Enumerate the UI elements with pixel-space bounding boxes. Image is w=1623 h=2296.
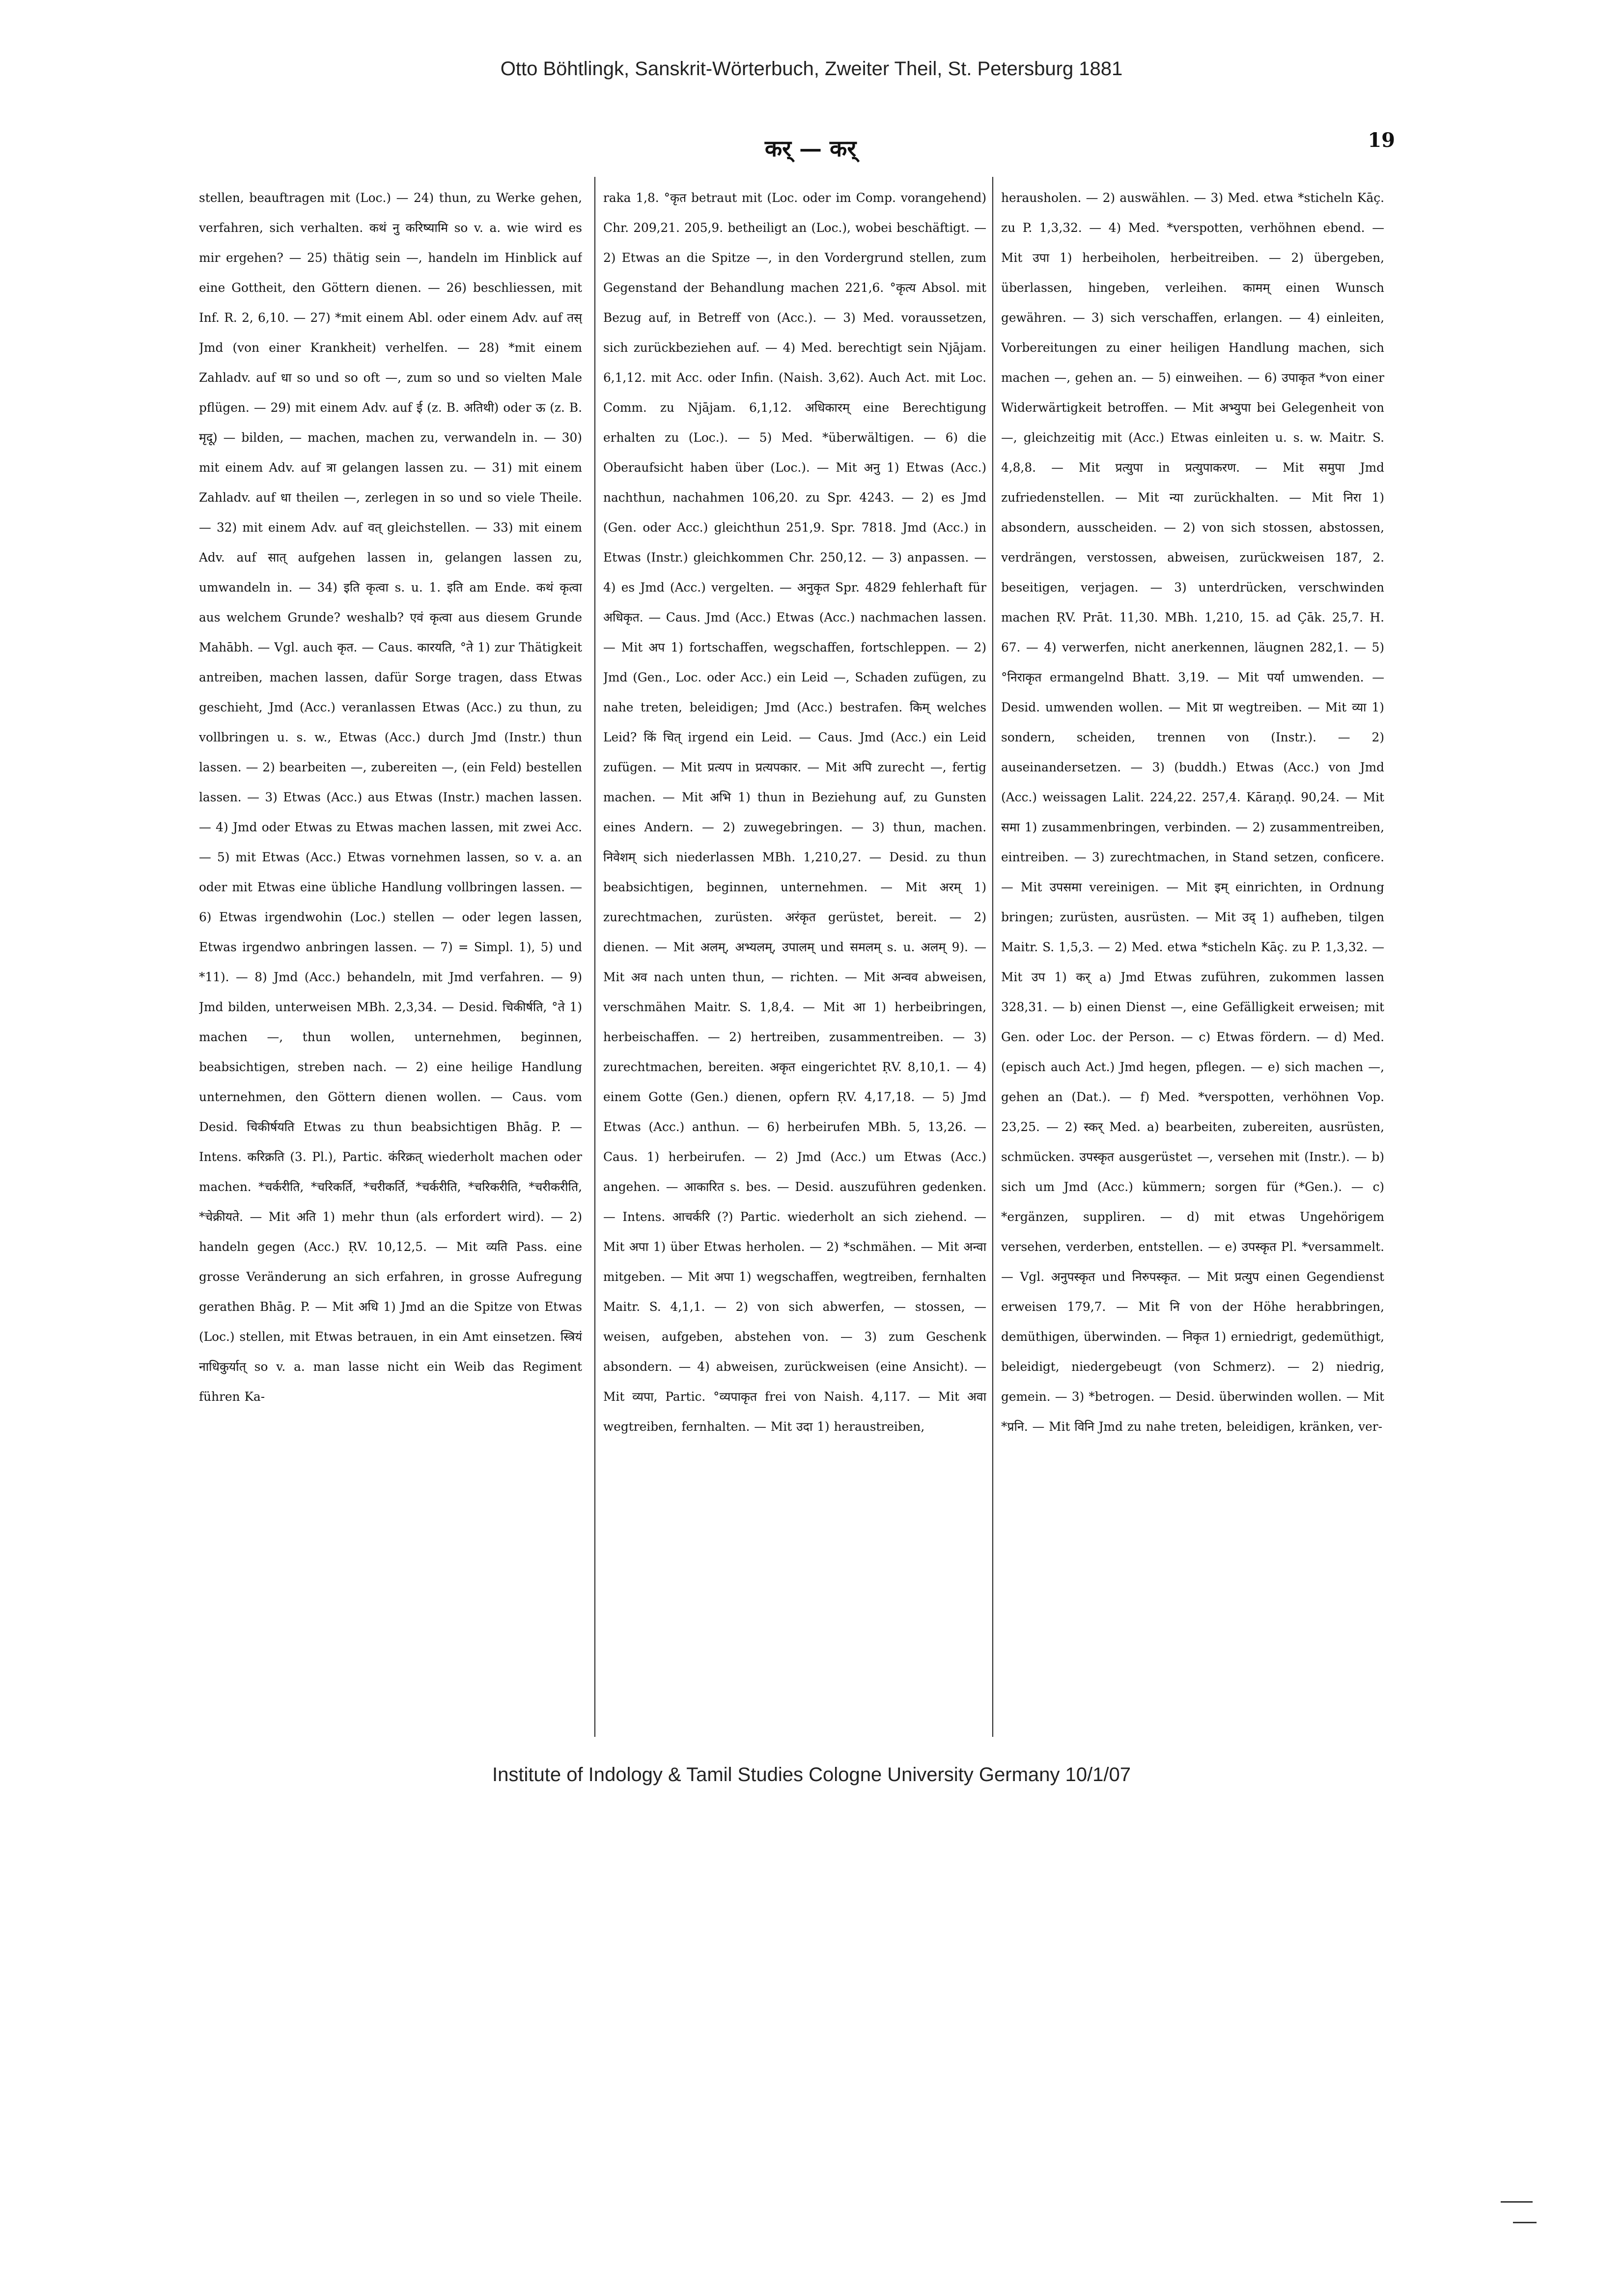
column-divider [594, 177, 595, 1737]
scan-mark [1513, 2222, 1537, 2223]
column-divider [992, 177, 993, 1737]
scan-mark [1501, 2201, 1533, 2203]
footer-credit: Institute of Indology & Tamil Studies Cologne University Germany 10/1/07 [492, 1764, 1131, 1786]
headword-header: कर् — कर् [764, 135, 857, 162]
column-2: raka 1,8. °कृत betraut mit (Loc. oder im Comp. vorangehend) Chr. 209,21. 205,9. betheiligt an (Loc.), wobei beschäftigt. — 2) Etwas an die Spitze —, in den Vordergrund stellen, zum Gegenstand der Behandlung machen 221,6. °कृत्य Absol. mit Bezug auf, in Betreff von (Acc.). — 3) Med. voraussetzen, sich zurückbeziehen auf. — 4) Med. berechtigt sein Njājam. 6,1,12. mit Acc. oder Infin. (Naish. 3,62). Auch Act. mit Loc. Comm. zu Njājam. 6,1,12. अधिकारम् eine Berechtigung erhalten zu (Loc.). — 5) Med. *überwältigen. — 6) die Oberaufsicht haben über (Loc.). — Mit अनु 1) Etwas (Acc.) nachthun, nachahmen 106,20. zu Spr. 4243. — 2) es Jmd (Gen. oder Acc.) gleichthun 251,9. Spr. 7818. Jmd (Acc.) in Etwas (Instr.) gleichkommen Chr. 250,12. — 3) anpassen. — 4) es Jmd (Acc.) vergelten. — अनुकृत Spr. 4829 fehlerhaft für अधिकृत. — Caus. Jmd (Acc.) Etwas (Acc.) nachmachen lassen. — Mit अप 1) fortschaffen, wegschaffen, fortschleppen. — 2) Jmd (Gen., Loc. oder Acc.) ein Leid —, Schaden zufügen, zu nahe treten, beleidigen; Jmd (Acc.) bestrafen. किम् welches Leid? किं चित् irgend ein Leid. — Caus. Jmd (Acc.) ein Leid zufügen. — Mit प्रत्यप in प्रत्यपकार. — Mit अपि zurecht —, fertig machen. — Mit अभि 1) thun in Beziehung auf, zu Gunsten eines Andern. — 2) zuwegebringen. — 3) thun, machen. निवेशम् sich niederlassen MBh. 1,210,27. — Desid. zu thun beabsichtigen, beginnen, unternehmen. — Mit अरम् 1) zurechtmachen, zurüsten. अरंकृत gerüstet, bereit. — 2) dienen. — Mit अलम्, अभ्यलम्, उपालम् und समलम् s. u. अलम् 9). — Mit अव nach unten thun, — richten. — Mit अन्वव abweisen, verschmähen Maitr. S. 1,8,4. — Mit आ 1) herbeibringen, herbeischaffen. — 2) hertreiben, zusammentreiben. — 3) zurechtmachen, bereiten. अकृत eingerichtet ṚV. 8,10,1. — 4) einem Gotte (Gen.) dienen, opfern ṚV. 4,17,18. — 5) Jmd Etwas (Acc.) anthun. — 6) herbeirufen MBh. 5, 13,26. — Caus. 1) herbeirufen. — 2) Jmd (Acc.) um Etwas (Acc.) angehen. — आकारित s. bes. — Desid. auszuführen gedenken. — Intens. आचर्करि (?) Partic. wiederholt an sich ziehend. — Mit अपा 1) über Etwas herholen. — 2) *schmähen. — Mit अन्वा mitgeben. — Mit अपा 1) wegschaffen, wegtreiben, fernhalten Maitr. S. 4,1,1. — 2) von sich abwerfen, — stossen, — weisen, aufgeben, abstehen von. — 3) zum Geschenk absondern. — 4) abweisen, zurückweisen (eine Ansicht). — Mit व्यपा, Partic. °व्यपाकृत frei von Naish. 4,117. — Mit अवा wegtreiben, fernhalten. — Mit उदा 1) heraustreiben, [603, 191, 986, 1434]
page-number: 19 [1368, 129, 1395, 152]
column-1: stellen, beauftragen mit (Loc.) — 24) thun, zu Werke gehen, verfahren, sich verhalten. कथं नु करिष्यामि so v. a. wie wird es mir ergehen? — 25) thätig sein —, handeln im Hinblick auf eine Gottheit, den Göttern dienen. — 26) beschliessen, mit Inf. R. 2, 6,10. — 27) *mit einem Abl. oder einem Adv. auf तस् Jmd (von einer Krankheit) verhelfen. — 28) *mit einem Zahladv. auf धा so und so oft —, zum so und so vielten Male pflügen. — 29) mit einem Adv. auf ई (z. B. अतिथी) oder ऊ (z. B. मृदू) — bilden, — machen, machen zu, verwandeln in. — 30) mit einem Adv. auf त्रा gelangen lassen zu. — 31) mit einem Zahladv. auf धा theilen —, zerlegen in so und so viele Theile. — 32) mit einem Adv. auf वत् gleichstellen. — 33) mit einem Adv. auf सात् aufgehen lassen in, gelangen lassen zu, umwandeln in. — 34) इति कृत्वा s. u. 1. इति am Ende. कथं कृत्वा aus welchem Grunde? weshalb? एवं कृत्वा aus diesem Grunde Mahābh. — Vgl. auch कृत. — Caus. कारयति, °ते 1) zur Thätigkeit antreiben, machen lassen, dafür Sorge tragen, dass Etwas geschieht, Jmd (Acc.) veranlassen Etwas (Acc.) zu thun, zu vollbringen u. s. w., Etwas (Acc.) durch Jmd (Instr.) thun lassen. — 2) bearbeiten —, zubereiten —, (ein Feld) bestellen lassen. — 3) Etwas (Acc.) aus Etwas (Instr.) machen lassen. — 4) Jmd oder Etwas zu Etwas machen lassen, mit zwei Acc. — 5) mit Etwas (Acc.) Etwas vornehmen lassen, so v. a. an oder mit Etwas eine übliche Handlung vollbringen lassen. — 6) Etwas irgendwohin (Loc.) stellen — oder legen lassen, Etwas irgendwo anbringen lassen. — 7) = Simpl. 1), 5) und *11). — 8) Jmd (Acc.) behandeln, mit Jmd verfahren. — 9) Jmd bilden, unterweisen MBh. 2,3,34. — Desid. चिकीर्षति, °ते 1) machen —, thun wollen, unternehmen, beginnen, beabsichtigen, streben nach. — 2) eine heilige Handlung unternehmen, den Göttern dienen wollen. — Caus. vom Desid. चिकीर्षयति Etwas zu thun beabsichtigen Bhāg. P. — Intens. करिक्रति (3. Pl.), Partic. कंरिक्रत् wiederholt machen oder machen. *चर्करीति, *चरिकर्ति, *चरीकर्ति, *चर्करीति, *चरिकरीति, *चरीकरीति, *चेक्रीयते. — Mit अति 1) mehr thun (als erfordert wird). — 2) handeln gegen (Acc.) ṚV. 10,12,5. — Mit व्यति Pass. eine grosse Veränderung an sich erfahren, in grosse Aufregung gerathen Bhāg. P. — Mit अधि 1) Jmd an die Spitze von Etwas (Loc.) stellen, mit Etwas betrauen, in ein Amt einsetzen. स्त्रियं नाधिकुर्यात् so v. a. man lasse nicht ein Weib das Regiment führen Ka- [199, 191, 582, 1404]
column-3: herausholen. — 2) auswählen. — 3) Med. etwa *sticheln Kāç. zu P. 1,3,32. — 4) Med. *verspotten, verhöhnen ebend. — Mit उपा 1) herbeiholen, herbeitreiben. — 2) übergeben, überlassen, hingeben, verleihen. कामम् einen Wunsch gewähren. — 3) sich verschaffen, erlangen. — 4) einleiten, Vorbereitungen zu einer heiligen Handlung machen, sich machen —, gehen an. — 5) einweihen. — 6) उपाकृत *von einer Widerwärtigkeit betroffen. — Mit अभ्युपा bei Gelegenheit von —, gleichzeitig mit (Acc.) Etwas einleiten u. s. w. Maitr. S. 4,8,8. — Mit प्रत्युपा in प्रत्युपाकरण. — Mit समुपा Jmd zufriedenstellen. — Mit न्या zurückhalten. — Mit निरा 1) absondern, ausscheiden. — 2) von sich stossen, abstossen, verdrängen, verstossen, abweisen, zurückweisen 187, 2. beseitigen, verjagen. — 3) unterdrücken, verschwinden machen ṚV. Prāt. 11,30. MBh. 1,210, 15. ad Çāk. 25,7. H. 67. — 4) verwerfen, nicht anerkennen, läugnen 282,1. — 5) °निराकृत ermangelnd Bhatt. 3,19. — Mit पर्या umwenden. — Desid. umwenden wollen. — Mit प्रा wegtreiben. — Mit व्या 1) sondern, scheiden, trennen von (Instr.). — 2) auseinandersetzen. — 3) (buddh.) Etwas (Acc.) von Jmd (Acc.) weissagen Lalit. 224,22. 257,4. Kāraṇḍ. 90,24. — Mit समा 1) zusammenbringen, verbinden. — 2) zusammentreiben, eintreiben. — 3) zurechtmachen, in Stand setzen, conficere. — Mit उपसमा vereinigen. — Mit इम् einrichten, in Ordnung bringen; zurüsten, ausrüsten. — Mit उद् 1) aufheben, tilgen Maitr. S. 1,5,3. — 2) Med. etwa *sticheln Kāç. zu P. 1,3,32. — Mit उप 1) कर् a) Jmd Etwas zuführen, zukommen lassen 328,31. — b) einen Dienst —, eine Gefälligkeit erweisen; mit Gen. oder Loc. der Person. — c) Etwas fördern. — d) Med. (episch auch Act.) Jmd hegen, pflegen. — e) sich machen —, gehen an (Dat.). — f) Med. *verspotten, verhöhnen Vop. 23,25. — 2) स्कर् Med. a) bearbeiten, zubereiten, ausrüsten, schmücken. उपस्कृत ausgerüstet —, versehen mit (Instr.). — b) sich um Jmd (Acc.) kümmern; sorgen für (*Gen.). — c) *ergänzen, suppliren. — d) mit etwas Ungehörigem versehen, verderben, entstellen. — e) उपस्कृत Pl. *versammelt. — Vgl. अनुपस्कृत und निरुपस्कृत. — Mit प्रत्युप einen Gegendienst erweisen 179,7. — Mit नि von der Höhe herabbringen, demüthigen, überwinden. — निकृत 1) erniedrigt, gedemüthigt, beleidigt, niedergebeugt (von Schmerz). — 2) niedrig, gemein. — 3) *betrogen. — Desid. überwinden wollen. — Mit *प्रनि. — Mit विनि Jmd zu nahe treten, beleidigen, kränken, ver- [1001, 191, 1384, 1434]
source-header: Otto Böhtlingk, Sanskrit-Wörterbuch, Zweiter Theil, St. Petersburg 1881 [500, 58, 1123, 80]
